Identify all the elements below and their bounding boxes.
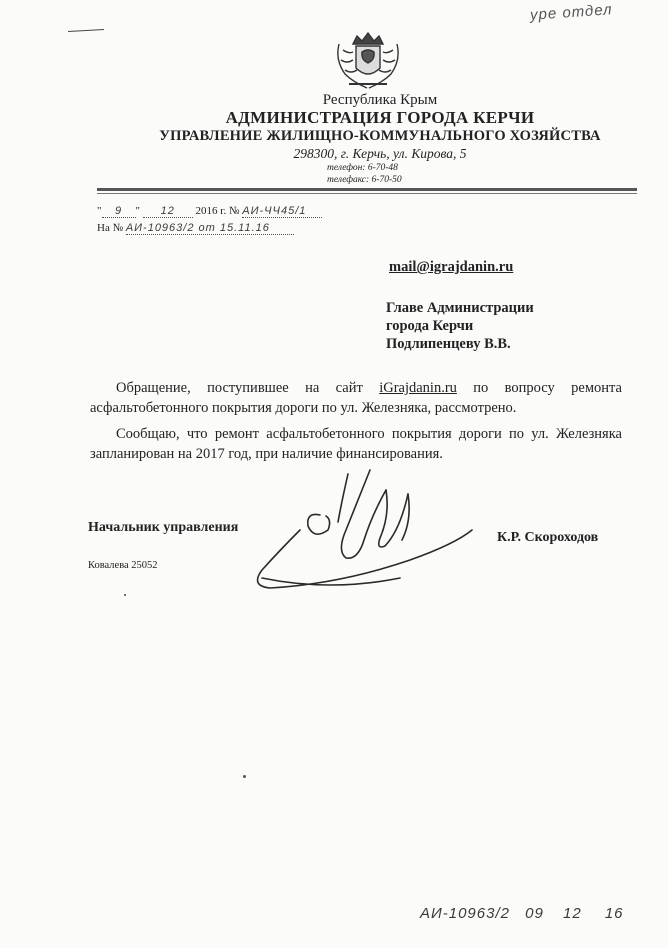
speck xyxy=(124,594,126,596)
p1-text-end: по вопросу ремонта асфальтобетонного покрытия дороги по ул. Железняка, рассмотрено. xyxy=(90,380,622,416)
executor-info: Ковалева 25052 xyxy=(88,560,158,571)
incoming-reference xyxy=(97,222,294,235)
p1-text-start: Обращение, поступившее на сайт xyxy=(116,380,380,396)
header-rule-thin xyxy=(97,193,637,194)
speck xyxy=(243,775,246,778)
site-link[interactable]: iGrajdanin.ru xyxy=(379,380,457,396)
handwritten-signature-icon xyxy=(240,460,500,610)
phone: телефон: 6-70-48 xyxy=(327,163,398,173)
coat-of-arms-icon xyxy=(331,30,405,92)
reg-day: 09 xyxy=(525,905,544,922)
ref-month: 12 xyxy=(143,205,193,218)
address: 298300, г. Керчь, ул. Кирова, 5 xyxy=(293,146,467,161)
body-paragraph-1 xyxy=(90,378,622,418)
ref-outgoing-number: АИ-ЧЧ45/1 xyxy=(242,205,322,218)
signatory-name: К.Р. Скороходов xyxy=(497,530,599,545)
handwritten-department-note: уре отдел xyxy=(529,1,614,24)
signatory-position: Начальник управления xyxy=(88,520,239,535)
ref-day: 9 xyxy=(102,205,136,218)
outgoing-reference: " 9 " 12 2016 г. № АИ-ЧЧ45/1 xyxy=(97,205,322,218)
reg-month: 12 xyxy=(562,905,582,922)
reg-number: АИ-10963/2 xyxy=(420,905,510,922)
recipient-line1: Главе Администрации xyxy=(386,300,534,316)
republic-name: Республика Крым xyxy=(322,92,438,108)
recipient-email[interactable]: mail@igrajdanin.ru xyxy=(389,259,514,275)
department-name: УПРАВЛЕНИЕ ЖИЛИЩНО-КОММУНАЛЬНОГО ХОЗЯЙСТВА xyxy=(159,128,601,144)
handwritten-registration xyxy=(420,905,624,922)
ref-on-label: На № xyxy=(97,222,124,234)
ref-year: 2016 г. № xyxy=(195,205,240,217)
reg-year: 16 xyxy=(604,905,624,922)
header-rule-thick xyxy=(97,188,637,191)
fax: телефакс: 6-70-50 xyxy=(327,175,402,185)
body-paragraph-2: Сообщаю, что ремонт асфальтобетонного покрытия дороги по ул. Железняка запланирован на 2017 год, при наличие финансирования. xyxy=(90,426,622,462)
recipient-line2: города Керчи xyxy=(386,318,474,334)
ref-incoming-number: АИ-10963/2 от 15.11.16 xyxy=(126,222,294,235)
corner-mark xyxy=(68,29,104,32)
administration-name: АДМИНИСТРАЦИЯ ГОРОДА КЕРЧИ xyxy=(225,108,535,127)
recipient-line3: Подлипенцеву В.В. xyxy=(386,336,511,352)
